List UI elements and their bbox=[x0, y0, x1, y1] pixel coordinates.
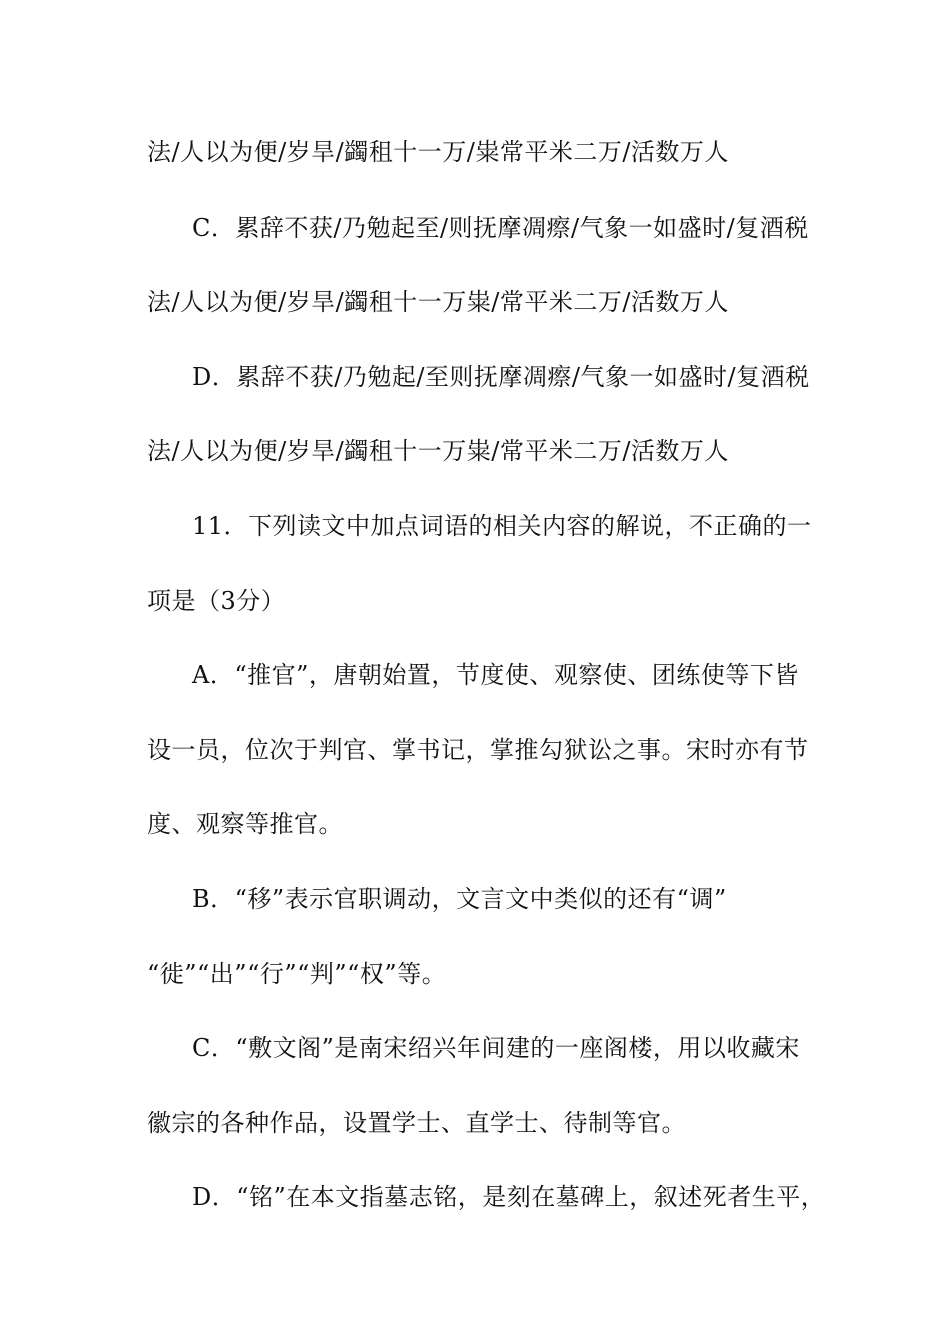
question-11-option-c-line-2: 徽宗的各种作品，设置学士、直学士、待制等官。 bbox=[147, 1109, 686, 1137]
question-11-option-c: C．“敷文阁”是南宋绍兴年间建的一座阁楼，用以收藏宋 bbox=[192, 1034, 800, 1062]
text-line-option-b-continued: 法/人以为便/岁旱/蠲租十一万/粜常平米二万/活数万人 bbox=[147, 138, 729, 166]
question-11-option-a: A．“推官”，唐朝始置，节度使、观察使、团练使等下皆 bbox=[192, 661, 799, 689]
question-11-stem: 11．下列读文中加点词语的相关内容的解说，不正确的一 bbox=[192, 512, 812, 540]
question-11-option-b: B．“移”表示官职调动，文言文中类似的还有“调” bbox=[192, 885, 727, 913]
text-line-option-d: D．累辞不获/乃勉起/至则抚摩凋瘵/气象一如盛时/复酒税 bbox=[192, 363, 810, 391]
question-11-option-b-line-2: “徙”“出”“行”“判”“权”等。 bbox=[147, 960, 447, 988]
text-line-option-c: C．累辞不获/乃勉起至/则抚摩凋瘵/气象一如盛时/复酒税 bbox=[192, 214, 809, 242]
question-11-option-d: D．“铭”在本文指墓志铭，是刻在墓碑上，叙述死者生平， bbox=[192, 1183, 826, 1211]
question-11-option-a-line-3: 度、观察等推官。 bbox=[147, 810, 343, 838]
text-line-option-c-continued: 法/人以为便/岁旱/蠲租十一万粜/常平米二万/活数万人 bbox=[147, 288, 729, 316]
question-11-stem-continued: 项是（3分） bbox=[147, 587, 286, 615]
question-11-option-a-line-2: 设一员，位次于判官、掌书记，掌推勾狱讼之事。宋时亦有节 bbox=[147, 736, 809, 764]
text-line-option-d-continued: 法/人以为便/岁旱/蠲租十一万粜/常平米二万/活数万人 bbox=[147, 437, 729, 465]
